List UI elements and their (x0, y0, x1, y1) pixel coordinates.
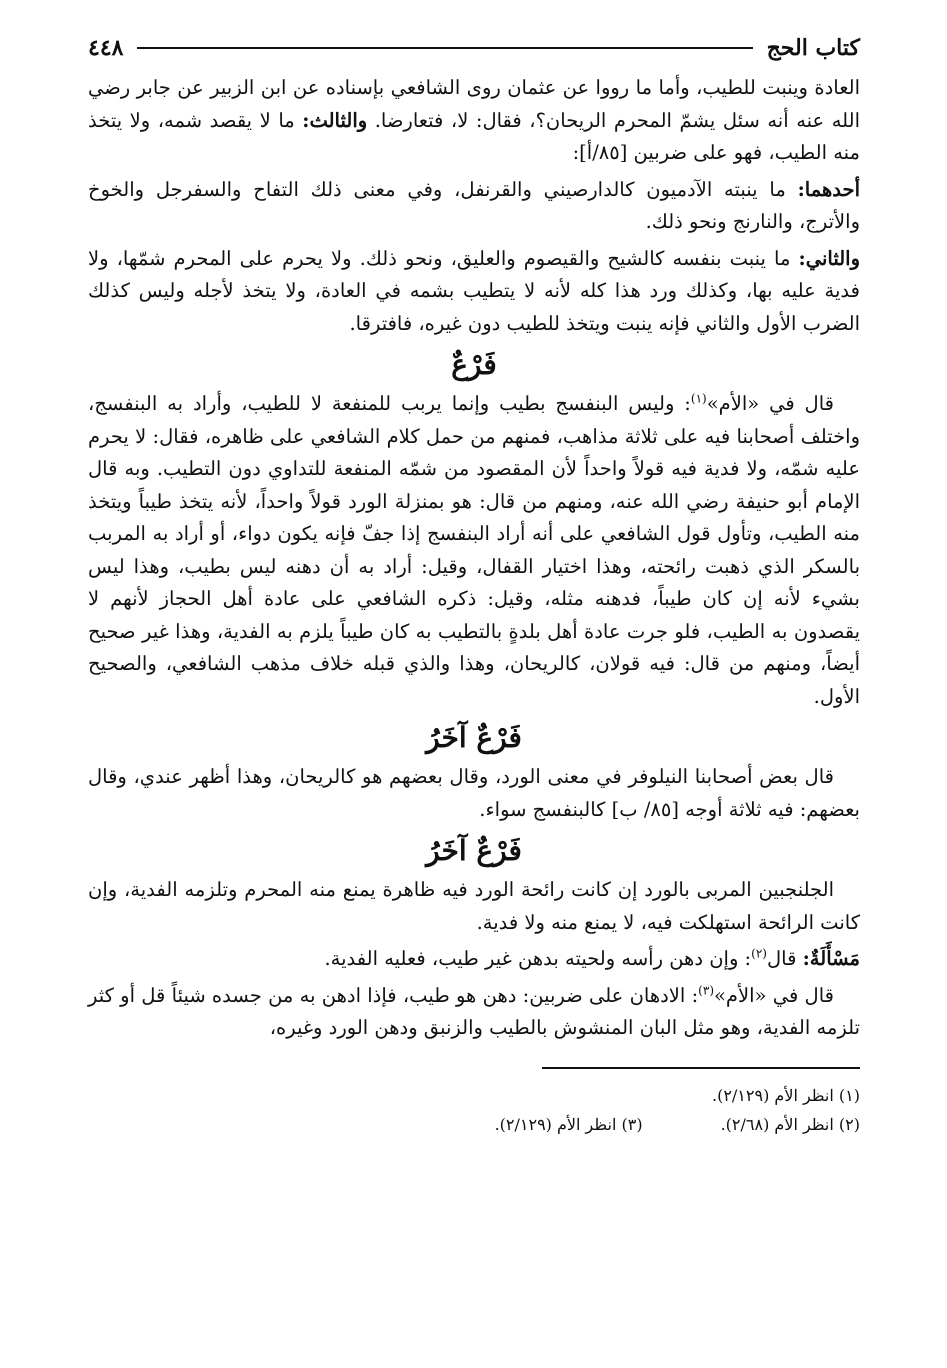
footnote-2: (٢) انظر الأم (٢/٦٨). (720, 1114, 860, 1134)
masala-paragraph (88, 943, 860, 976)
footnote-rule (542, 1067, 860, 1069)
section-1-text: : وليس البنفسج بطيب وإنما يربب للمنفعة لا للطيب، وأراد به البنفسج، واختلف أصحابنا فيه على ثلاثة مذاهب، فمنهم من حمل كلام الشافعي على ظاهره، فقال: لا يحرم عليه شمّه، ولا فدية فيه قولاً واحداً لأن المقصود من شمّه المنفعة للتداوي دون التطيب. وبه قال الإمام أبو حنيفة رضي الله عنه، ومنهم من قال: هو بمنزلة الورد قولاً واحداً، لأنه يتخذ طيباً ويتخذ منه الطيب، وتأول قول الشافعي على أنه أراد البنفسج إذا جفّ فإنه يكون دواء، أو أراد به المربب بالسكر الذي ذهبت رائحته، وهذا اختيار القفال، وقيل: أراد به أن دهنه ليس بطيب، وهذا ليس بشيء لأنه إن كان طيباً، فدهنه مثله، وقيل: ذكره الشافعي على عادة أهل الحجاز لأنهم لا يقصدون به الطيب، فلو جرت عادة أهل بلدةٍ بالتطيب به كان طيباً يلزم به الفدية، وهذا غير صحيح أيضاً، ومنهم من قال: فيه قولان، كالريحان، وهذا والذي قبله خلاف مذهب الشافعي، والصحيح الأول. (88, 392, 860, 708)
paragraph-1-tail: ما لا يقصد شمه، ولا يتخذ منه الطيب، فهو على ضربين [٨٥/أ]: (88, 108, 860, 164)
section-title-1: فَرْعٌ (451, 348, 497, 381)
paragraph-3-lead: والثاني: (798, 246, 861, 270)
section-1-paragraph (88, 388, 860, 713)
masala-pre: قال (766, 947, 797, 970)
running-header (88, 28, 860, 68)
section-title-3: فَرْعٌ آخَرُ (426, 834, 522, 867)
masala-text: : وإن دهن رأسه ولحيته بدهن غير طيب، فعليه الفدية. (324, 947, 752, 970)
last-text: : الادهان على ضربين: دهن هو طيب، فإذا ادهن به من جسده شيئاً قل أو كثر تلزمه الفدية، وهو مثل البان المنشوش بالطيب والزنبق ودهن الورد وغيره، (88, 983, 860, 1039)
footnote-ref-3[interactable]: (٣) (698, 983, 714, 997)
section-1-pre: قال في «الأم» (706, 392, 834, 415)
paragraph-2-lead: أحدهما: (797, 177, 860, 201)
footnote-ref-2[interactable]: (٢) (751, 946, 767, 961)
section-2-paragraph: قال بعض أصحابنا النيلوفر في معنى الورد، وقال بعضهم هو كالريحان، وهذا أظهر عندي، وقال بعضهم: فيه ثلاثة أوجه [٨٥/ ب] كالبنفسج سواء. (88, 765, 860, 821)
book-title: كتاب الحج (766, 35, 860, 61)
book-page (88, 28, 860, 1348)
page-number: ٤٤٨ (88, 35, 124, 61)
paragraph-3 (88, 243, 860, 341)
paragraph-2-text: ما ينبته الآدميون كالدارصيني والقرنفل، وفي معنى ذلك التفاح والسفرجل والخوخ والأترج، والنارنج ونحو ذلك. (88, 177, 860, 233)
masala-lead: مَسْأَلَةٌ: (802, 947, 860, 970)
last-pre: قال في «الأم» (714, 983, 834, 1007)
paragraph-1-text: العادة وينبت للطيب، وأما ما رووا عن عثمان روى الشافعي بإسناده عن ابن الزبير عن جابر رضي الله عنه أنه سئل يشمّ المحرم الريحان؟، فقال: لا، فتعارضا. (88, 76, 860, 132)
footnote-1: (١) انظر الأم (٢/١٢٩). (711, 1085, 860, 1105)
header-rule (137, 47, 752, 49)
last-paragraph (88, 980, 860, 1045)
paragraph-1 (88, 72, 860, 170)
paragraph-1-lead: والثالث: (302, 108, 368, 132)
footnote-3: (٣) انظر الأم (٢/١٢٩). (494, 1114, 643, 1134)
section-3-paragraph: الجلنجبين المربى بالورد إن كانت رائحة الورد فيه ظاهرة يمنع منه المحرم وتلزمه الفدية، وإن كانت الرائحة استهلكت فيه، لا يمنع منه ولا فدية. (88, 878, 860, 934)
footnotes (88, 1081, 860, 1139)
footnote-ref-1[interactable]: (١) (690, 391, 707, 406)
footnote-row-2 (88, 1110, 860, 1139)
section-title-2: فَرْعٌ آخَرُ (426, 721, 522, 754)
paragraph-3-text: ما ينبت بنفسه كالشيح والقيصوم والعليق، ونحو ذلك. ولا يحرم على المحرم شمّها، ولا فدية عليه بها، وكذلك ورد هذا كله لأنه لا يتطيب بشمه في العادة، ولا يتخذ لأجله وليس كذلك الضرب الأول والثاني فإنه ينبت ويتخذ للطيب دون غيره، فافترقا. (88, 246, 860, 335)
footnote-row-1 (88, 1081, 860, 1110)
paragraph-2 (88, 174, 860, 239)
